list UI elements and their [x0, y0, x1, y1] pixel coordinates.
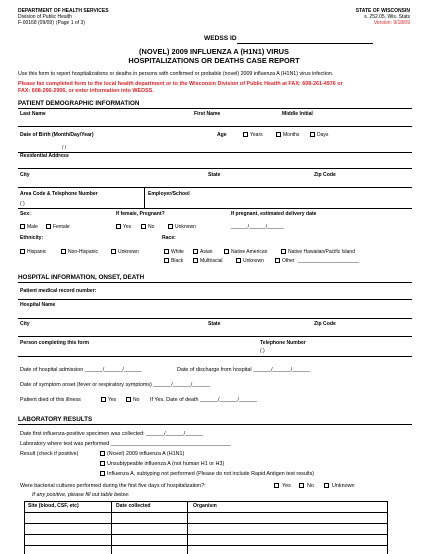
ethnicity-hispanic-checkbox[interactable] [20, 249, 25, 254]
fax-instructions-2: FAX: 608-266-2906, or enter information into WEDSS. [18, 88, 154, 94]
age-days-label: Days [317, 132, 329, 138]
hospital-phone-paren[interactable]: ( ) [260, 348, 265, 354]
died-no-label: No [133, 397, 140, 403]
city-label: City [20, 172, 30, 178]
row-divider [18, 318, 412, 319]
ethnicity-unknown-label: Unknown [118, 249, 139, 255]
if-positive-note: If any positive, please fill out table below. [32, 492, 130, 498]
row-divider [18, 208, 412, 209]
pregnant-yes-label: Yes [123, 224, 132, 230]
state-name: STATE OF WISCONSIN [355, 8, 410, 14]
date-positive[interactable]: Date first influenza-positive specimen was collected: ______/______/______ [20, 431, 204, 437]
age-label: Age [217, 132, 227, 138]
wedss-label: WEDSS ID [204, 35, 237, 42]
page-indicator: (Page 1 of 3) [56, 20, 85, 26]
age-years-checkbox[interactable] [243, 132, 248, 137]
table-row[interactable] [24, 523, 388, 524]
version: Version: 9/18/09 [373, 20, 410, 26]
table-col-divider [111, 501, 112, 554]
discharge-date[interactable]: Date of discharge from hospital ______/______/______ [177, 367, 311, 373]
hospital-state-label: State [208, 321, 221, 327]
sex-male-checkbox[interactable] [20, 224, 25, 229]
table-header-organism: Organism [193, 503, 217, 509]
race-asian-checkbox[interactable] [193, 249, 198, 254]
race-asian-label: Asian [200, 249, 213, 255]
cultures-yes-checkbox[interactable] [274, 483, 279, 488]
race-other-label: Other [282, 258, 295, 264]
row-divider [18, 187, 412, 188]
hospital-section-heading: HOSPITAL INFORMATION, ONSET, DEATH [18, 275, 412, 283]
race-white-label: White [171, 249, 184, 255]
row-divider [18, 336, 412, 337]
employer-label: Employer/School [148, 191, 190, 197]
result-h1n1-label: (Novel) 2009 influenza A (H1N1) [107, 451, 185, 457]
died-yes-checkbox[interactable] [101, 397, 106, 402]
death-date[interactable]: If Yes, Date of death ______/______/______ [150, 397, 258, 403]
table-header-date: Date collected [116, 503, 151, 509]
died-label: Patient died of this illness [20, 397, 81, 403]
table-header-site: Site (blood, CSF, etc) [28, 503, 79, 509]
wedss-id-field[interactable] [237, 43, 373, 44]
completing-label: Person completing this form [20, 340, 90, 346]
result-unsubtypeable-checkbox[interactable] [100, 461, 105, 466]
age-years-label: Years [250, 132, 263, 138]
record-number-label: Patient medical record number: [20, 288, 97, 294]
cultures-yes-label: Yes [282, 483, 291, 489]
table-row[interactable] [24, 512, 388, 513]
ethnicity-label: Ethnicity: [20, 235, 44, 241]
age-days-checkbox[interactable] [310, 132, 315, 137]
pregnant-yes-checkbox[interactable] [116, 224, 121, 229]
race-other-checkbox[interactable] [275, 258, 280, 263]
pregnant-label: If female, Pregnant? [116, 211, 165, 217]
dob-label: Date of Birth (Month/Day/Year) [20, 132, 94, 138]
hospital-name-label: Hospital Name [20, 302, 56, 308]
dob-slashes[interactable]: / / [62, 145, 67, 151]
ethnicity-non-hispanic-label: Non-Hispanic [68, 249, 99, 255]
hospital-city-label: City [20, 321, 30, 327]
zip-label: Zip Code [314, 172, 336, 178]
result-not-subtyped-checkbox[interactable] [100, 471, 105, 476]
cell-divider [144, 188, 145, 208]
lab-section-heading: LABORATORY RESULTS [18, 417, 412, 425]
cultures-unknown-label: Unknown [332, 483, 355, 489]
middle-initial-label: Middle Initial [282, 111, 313, 117]
ethnicity-non-hispanic-checkbox[interactable] [61, 249, 66, 254]
hospital-phone-label: Telephone Number [260, 340, 306, 346]
sex-male-label: Male [27, 224, 38, 230]
result-not-subtyped-label: Influenza A, subtyping not performed (Please do not include Rapid Antigen test results) [107, 471, 315, 477]
ethnicity-unknown-checkbox[interactable] [111, 249, 116, 254]
ethnicity-hispanic-label: Hispanic [27, 249, 47, 255]
died-yes-label: Yes [108, 397, 117, 403]
sex-label: Sex: [20, 211, 31, 217]
lab-where[interactable]: Laboratory where test was performed ________________________________________ [20, 441, 231, 447]
table-col-divider [187, 501, 188, 554]
age-months-label: Months [283, 132, 300, 138]
pregnant-unknown-checkbox[interactable] [168, 224, 173, 229]
sex-female-checkbox[interactable] [46, 224, 51, 229]
result-h1n1-checkbox[interactable] [100, 451, 105, 456]
last-name-label: Last Name [20, 111, 46, 117]
race-hawaiian-checkbox[interactable] [281, 249, 286, 254]
pregnant-no-checkbox[interactable] [141, 224, 146, 229]
race-other-field[interactable]: ______________________ [298, 258, 360, 264]
fax-instructions-1: Please fax completed form to the local health department or to the Wisconsin Division of Public Health at FAX: 608-261-4976 or [18, 81, 343, 87]
row-divider [18, 168, 412, 169]
cultures-question: Were bacterial cultures performed during the first five days of hospitalization?: [20, 483, 206, 489]
division-name: Division of Public Health [18, 14, 72, 20]
cultures-unknown-checkbox[interactable] [324, 483, 329, 488]
address-label: Residential Address [20, 153, 69, 159]
race-black-checkbox[interactable] [164, 258, 169, 263]
race-unknown-label: Unknown [243, 258, 264, 264]
admission-date[interactable]: Date of hospital admission ______/______/______ [20, 367, 142, 373]
pregnant-unknown-label: Unknown [175, 224, 196, 230]
form-number: F-00168 (09/09) [18, 20, 54, 26]
form-title-line1: (NOVEL) 2009 INFLUENZA A (H1N1) VIRUS [139, 47, 289, 56]
race-white-checkbox[interactable] [164, 249, 169, 254]
phone-label: Area Code & Telephone Number [20, 191, 98, 197]
cultures-no-label: No [307, 483, 314, 489]
table-row[interactable] [24, 534, 388, 535]
sex-female-label: Female [53, 224, 70, 230]
race-multiracial-checkbox[interactable] [193, 258, 198, 263]
table-row[interactable] [24, 545, 388, 546]
row-divider [18, 152, 412, 153]
pregnant-no-label: No [148, 224, 155, 230]
due-date-field[interactable]: ______/______/______ [231, 224, 284, 230]
race-native-american-checkbox[interactable] [224, 249, 229, 254]
result-label: Result (check if positive) [20, 451, 79, 457]
intro-text: Use this form to report hospitalizations or deaths in persons with confirmed or probable (novel) 2009 influenza A (H1N1) virus infection. [18, 71, 334, 77]
race-unknown-checkbox[interactable] [236, 258, 241, 263]
dept-name: DEPARTMENT OF HEALTH SERVICES [18, 8, 109, 14]
phone-paren[interactable]: ( ) [20, 201, 25, 207]
race-label: Race: [162, 235, 176, 241]
hospital-zip-label: Zip Code [314, 321, 336, 327]
race-multiracial-label: Multiracial [200, 258, 223, 264]
race-black-label: Black [171, 258, 184, 264]
age-months-checkbox[interactable] [276, 132, 281, 137]
race-hawaiian-label: Native Hawaiian/Pacific Island [288, 249, 355, 255]
patient-section-heading: PATIENT DEMOGRAPHIC INFORMATION [18, 101, 412, 109]
race-native-american-label: Native American [231, 249, 268, 255]
form-title-line2: HOSPITALIZATIONS OR DEATHS CASE REPORT [128, 56, 300, 65]
due-date-label: If pregnant, estimated delivery date [231, 211, 317, 217]
state-label: State [208, 172, 221, 178]
row-divider [18, 356, 412, 357]
result-unsubtypeable-label: Unsubtypeable influenza A (not human H1 or H3) [107, 461, 225, 467]
cultures-no-checkbox[interactable] [299, 483, 304, 488]
died-no-checkbox[interactable] [126, 397, 131, 402]
row-divider [18, 299, 412, 300]
statute-ref: s. 252.05, Wis. Stats [364, 14, 410, 20]
first-name-label: First Name [194, 111, 221, 117]
onset-date[interactable]: Date of symptom onset (fever or respiratory symptoms) ______/______/______ [20, 382, 211, 388]
row-divider [18, 126, 412, 127]
